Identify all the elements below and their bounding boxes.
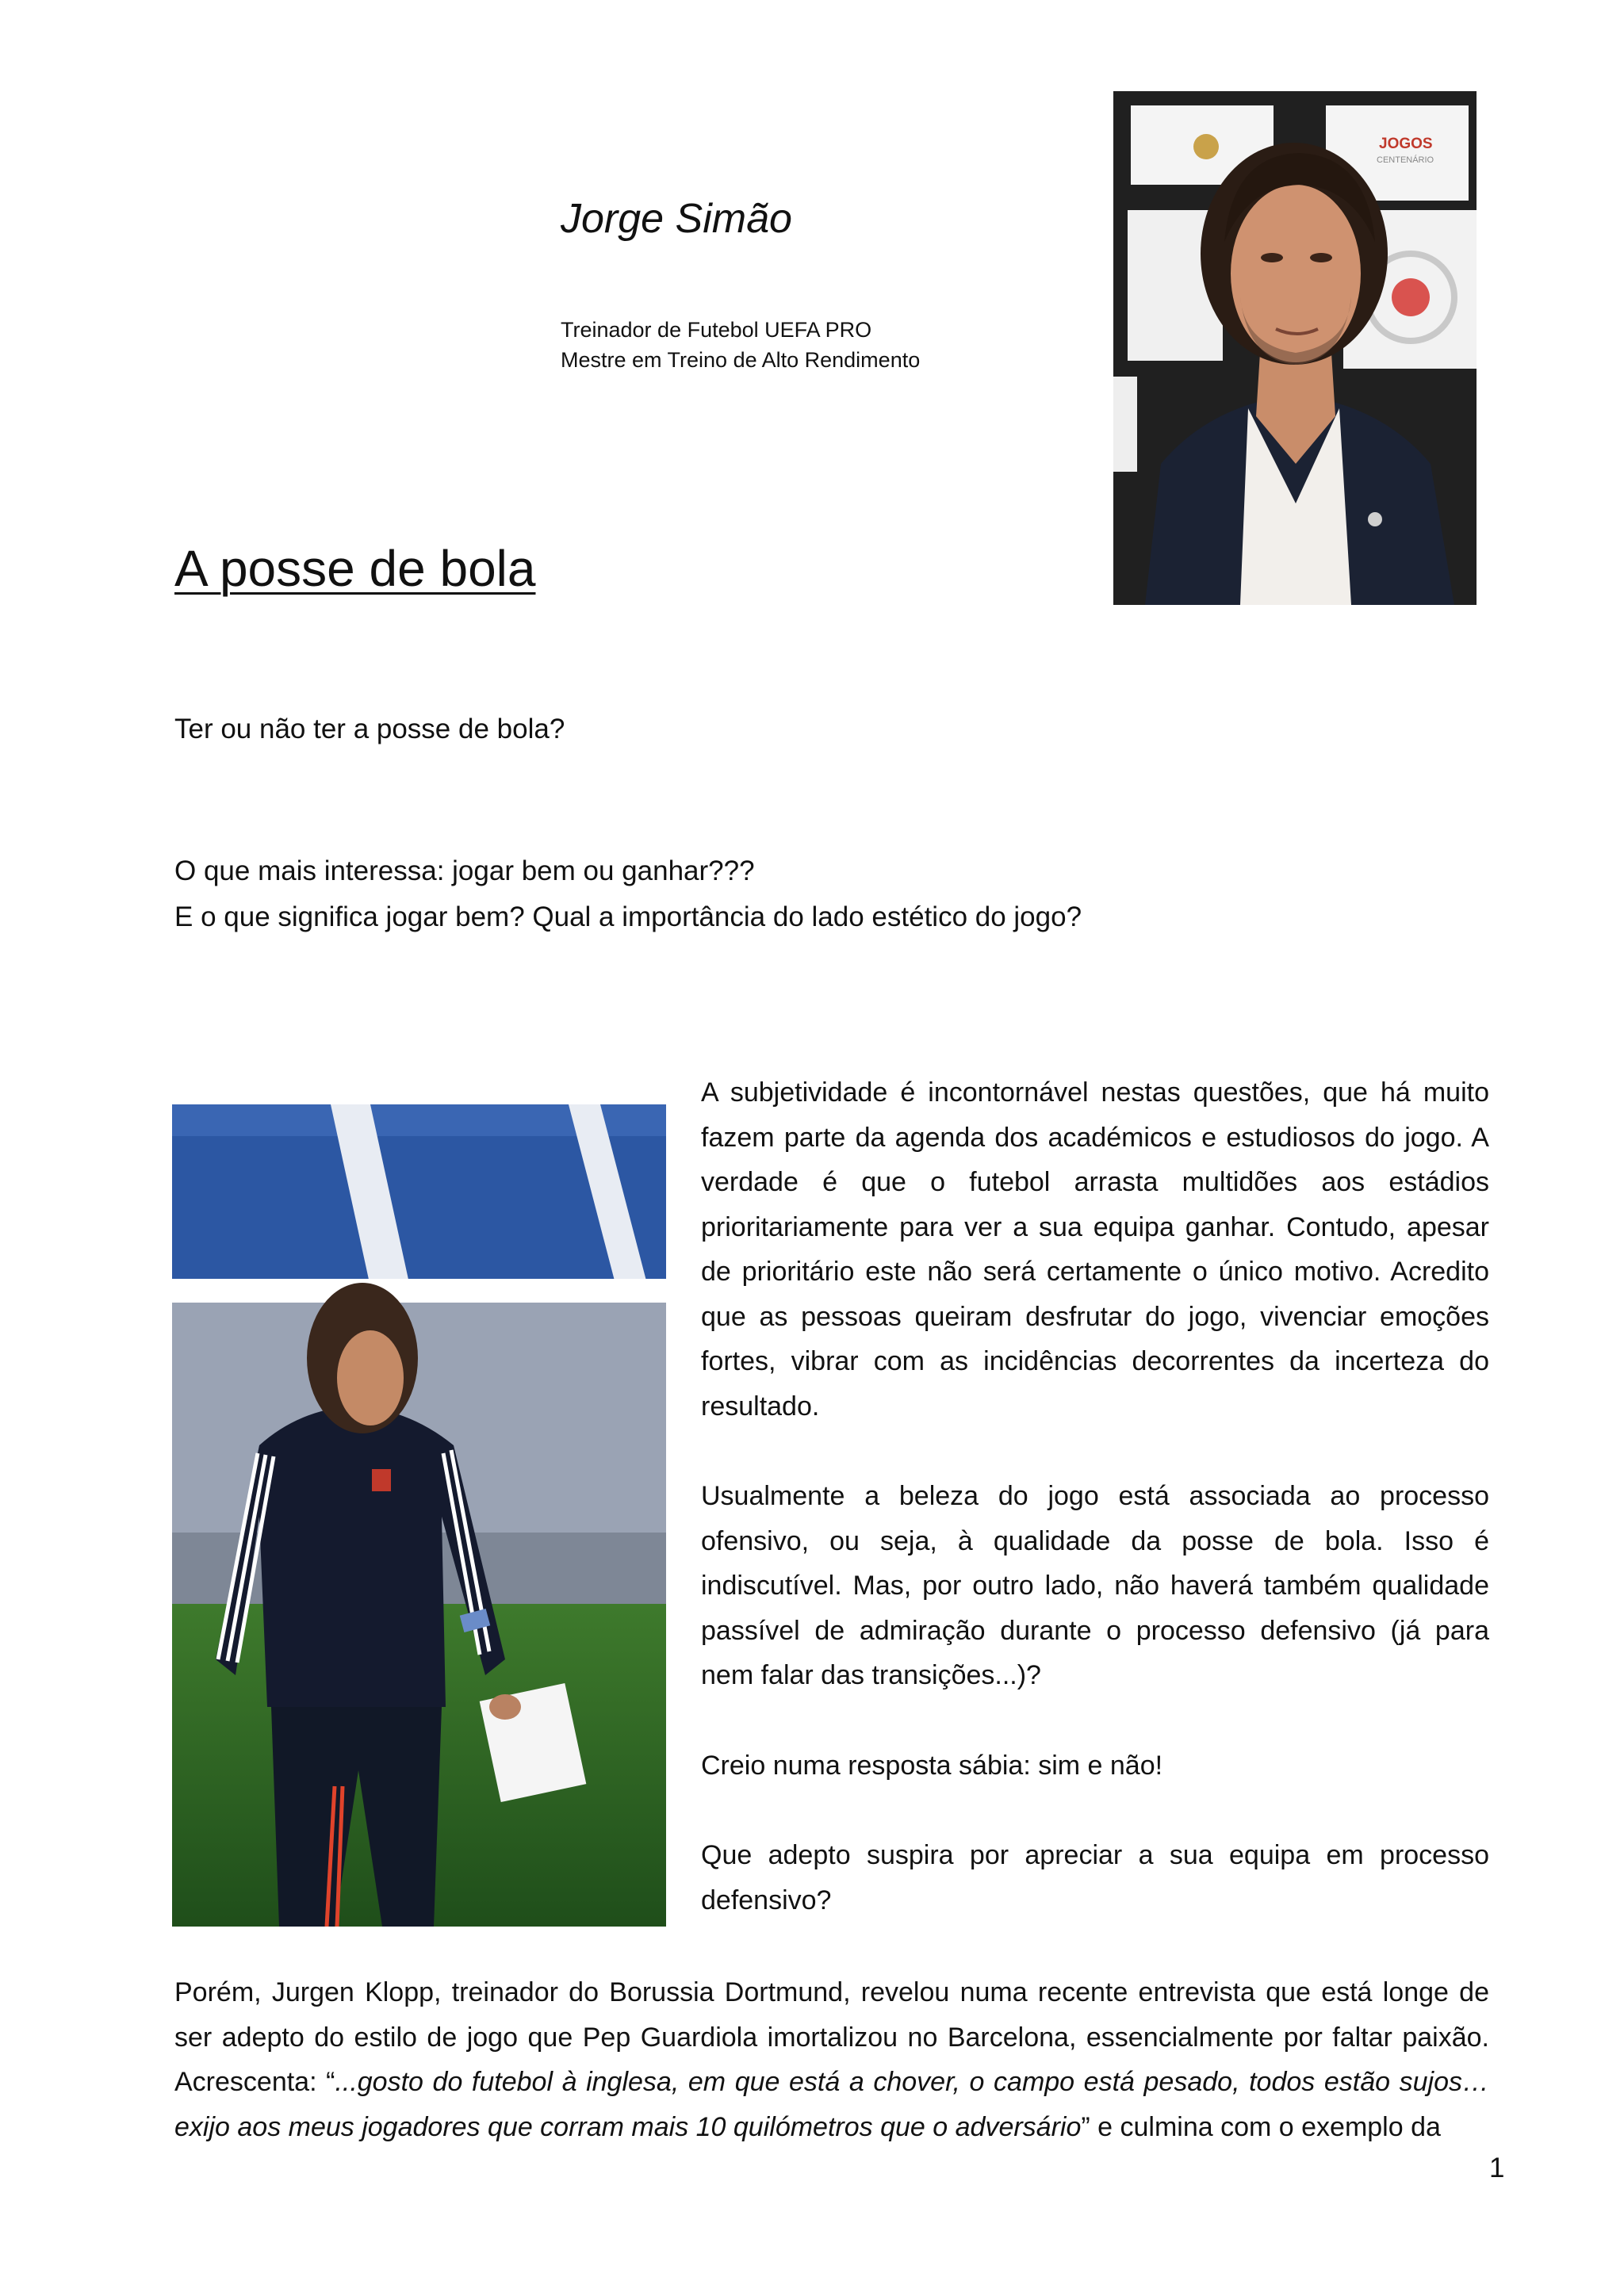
board-text: JOGOS bbox=[1379, 136, 1433, 152]
paragraph: A subjetividade é incontornável nestas questões, que há muito fazem parte da agenda dos académicos e estudiosos do jogo. A verdade é que o futebol arrasta multidões aos estádios prioritariamente para ver a sua equipa ganhar. Contudo, apesar de prioritário este não será certamente o único motivo. Acredito que as pessoas queiram desfrutar do jogo, vivenciar emoções fortes, vibrar com as incidências decorrentes da incerteza do resultado. bbox=[701, 1077, 1489, 1422]
question-line: E o que significa jogar bem? Qual a importância do lado estético do jogo? bbox=[174, 901, 1082, 932]
credential-line: Treinador de Futebol UEFA PRO bbox=[561, 318, 872, 342]
paragraph: Que adepto suspira por apreciar a sua equipa em processo defensivo? bbox=[701, 1840, 1489, 1915]
article-bottom-paragraph bbox=[174, 1970, 1489, 2149]
article-column bbox=[701, 1070, 1489, 1968]
paragraph: Creio numa resposta sábia: sim e não! bbox=[701, 1750, 1163, 1781]
lead-questions bbox=[174, 848, 1082, 940]
author-name: Jorge Simão bbox=[561, 196, 792, 242]
question-line: O que mais interessa: jogar bem ou ganhar??? bbox=[174, 855, 755, 886]
lead-question: Ter ou não ter a posse de bola? bbox=[174, 714, 565, 744]
credential-line: Mestre em Treino de Alto Rendimento bbox=[561, 348, 921, 372]
klopp-quote: ...gosto do futebol à inglesa, em que está a chover, o campo está pesado, todos estão sujos… exijo aos meus jogadores que corram mais 10 quilómetros que o adversário bbox=[174, 2067, 1489, 2142]
author-credentials bbox=[561, 315, 920, 375]
paragraph-text: ” e culmina com o exemplo da bbox=[1081, 2111, 1441, 2142]
coach-photo bbox=[172, 1104, 666, 1927]
board-text: CENTENÁRIO bbox=[1377, 155, 1434, 165]
paragraph: Usualmente a beleza do jogo está associada ao processo ofensivo, ou seja, à qualidade da posse de bola. Isso é indiscutível. Mas, por outro lado, não haverá também qualidade passível de admiração durante o processo defensivo (já para nem falar das transições...)? bbox=[701, 1481, 1489, 1690]
paragraph-text: Porém, Jurgen Klopp, treinador do Borussia Dortmund, revelou numa recente entrevista que está longe de ser adepto do estilo de jogo que Pep Guardiola imortalizou no Barcelona, essencialmente por faltar paixão. Acrescenta: “ bbox=[174, 1977, 1489, 2097]
article-title: A posse de bola bbox=[174, 540, 536, 597]
author-portrait-photo bbox=[1113, 91, 1477, 605]
page-number: 1 bbox=[1489, 2152, 1505, 2183]
